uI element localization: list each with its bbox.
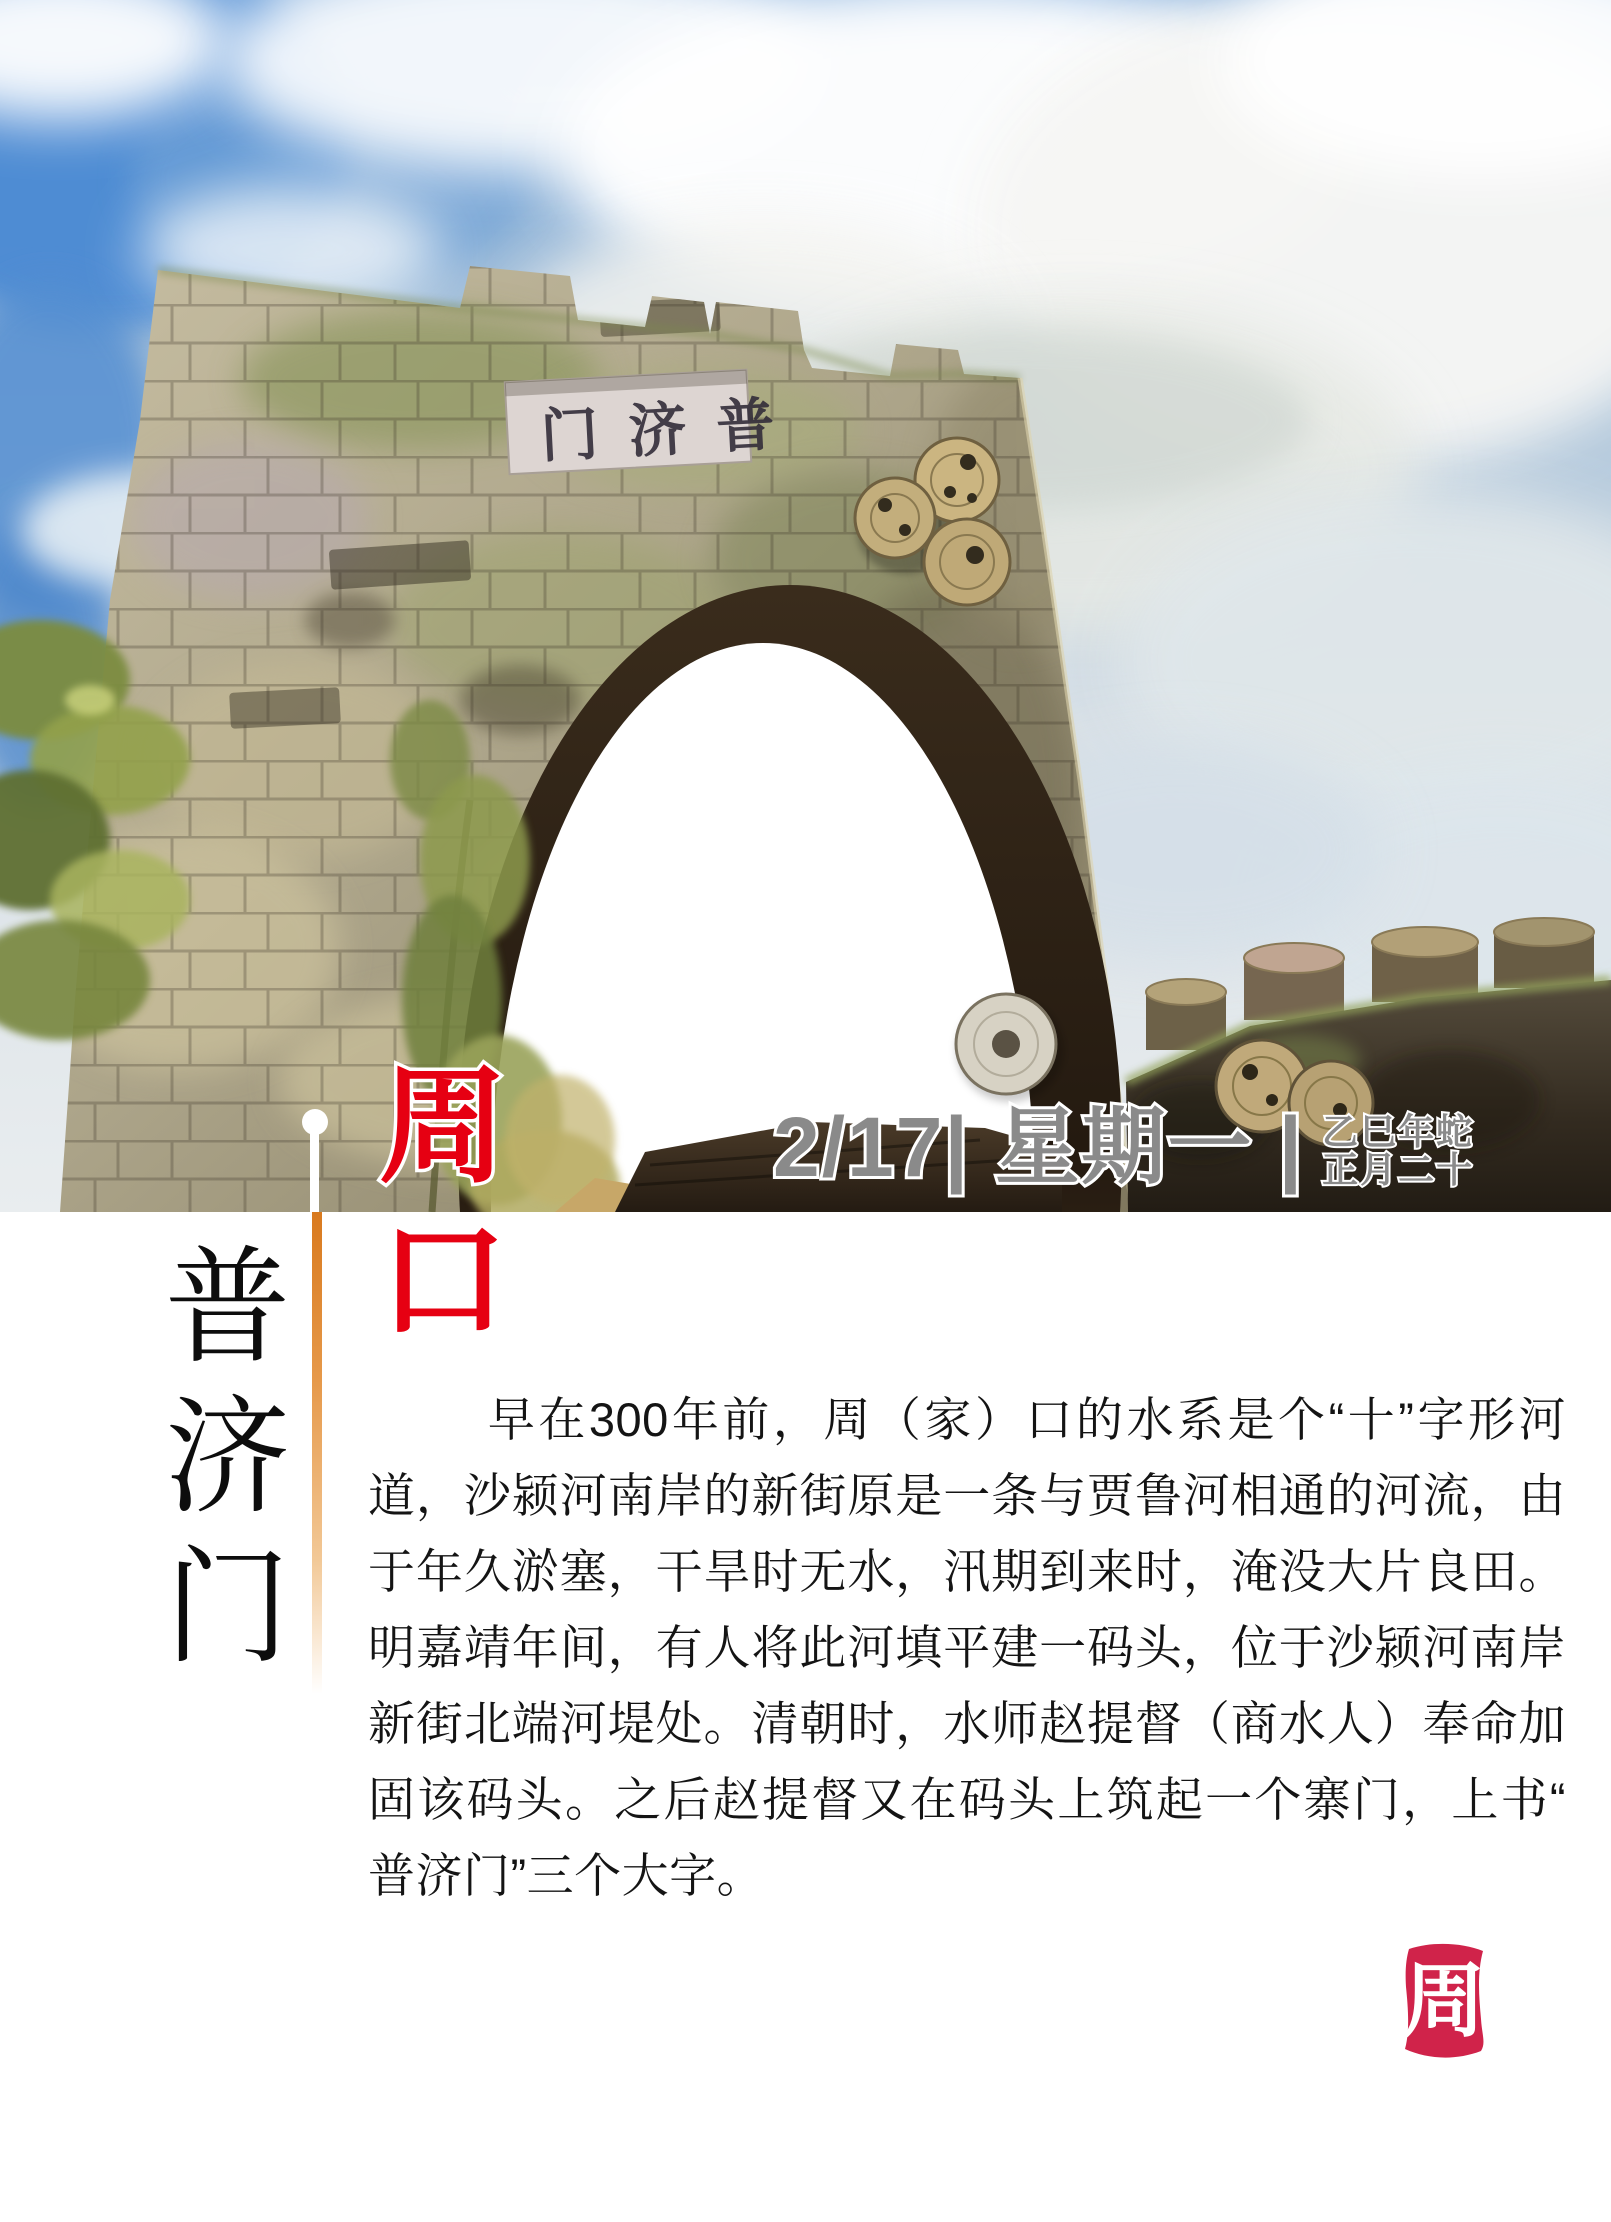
location-title-vertical: 周口 — [360, 1058, 502, 1366]
body-line: 明嘉靖年间，有人将此河填平建一码头，位于沙颍河南岸 — [368, 1621, 1566, 1674]
plaque-text: 门济普 — [538, 390, 807, 470]
lunar-day: 正月二十 — [1322, 1149, 1475, 1190]
body-line: 早在300年前，周（家）口的水系是个“十”字形河 — [487, 1393, 1566, 1446]
date-and-weekday: 2/17| 星期一 | — [773, 1100, 1305, 1194]
divider-line — [312, 1212, 322, 1694]
article-title-vertical: 普济门 — [146, 1240, 285, 1690]
lunar-year: 乙巳年蛇 — [1322, 1111, 1475, 1152]
body-line: 道，沙颍河南岸的新街原是一条与贾鲁河相通的河流，由 — [368, 1469, 1566, 1522]
date-strip — [773, 1100, 1474, 1194]
article-body — [368, 1382, 1566, 1914]
body-line: 新街北端河堤处。清朝时，水师赵提督（商水人）奉命加 — [368, 1697, 1566, 1750]
body-line: 于年久淤塞，干旱时无水，汛期到来时，淹没大片良田。 — [368, 1545, 1566, 1598]
red-seal — [1393, 1941, 1497, 2063]
lunar-date — [1322, 1113, 1474, 1189]
body-line: 普济门”三个大字。 — [368, 1849, 765, 1902]
body-line: 固该码头。之后赵提督又在码头上筑起一个寨门，上书“ — [368, 1773, 1566, 1826]
seal-character: 周 — [1402, 1956, 1486, 2047]
